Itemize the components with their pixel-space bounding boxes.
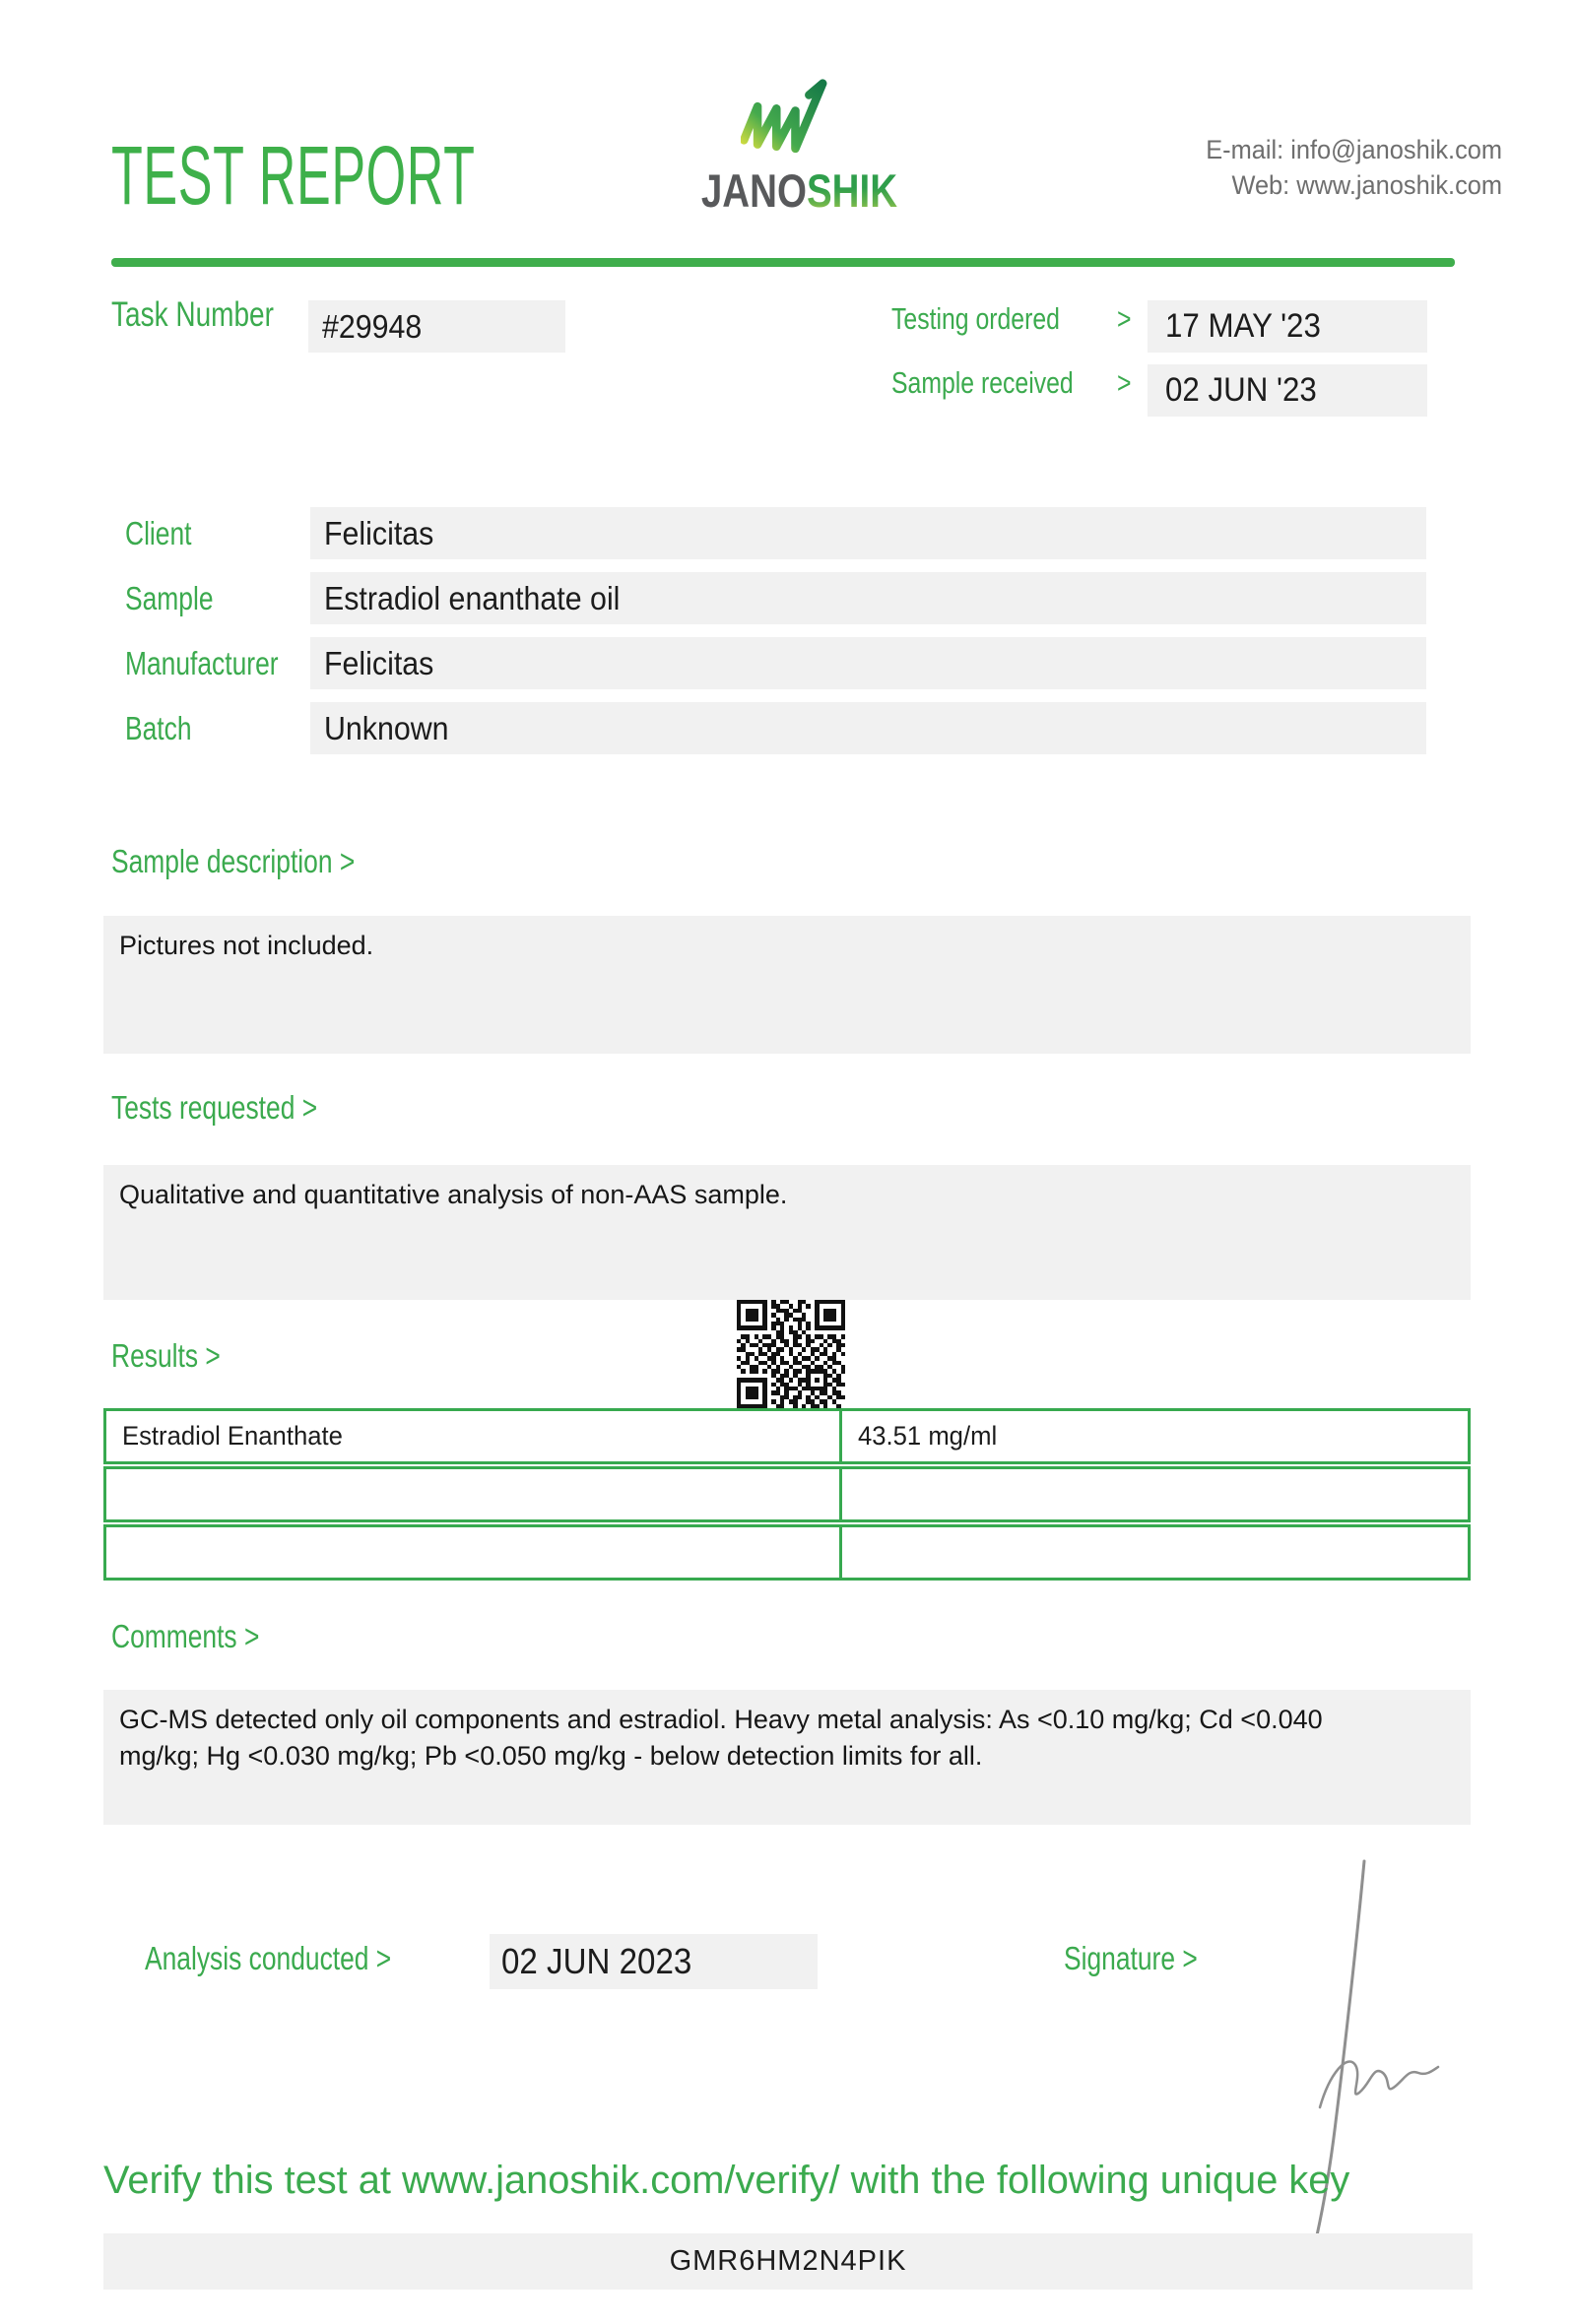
sample-value: Estradiol enanthate oil bbox=[324, 580, 621, 616]
sample-description-heading: Sample description > bbox=[111, 843, 356, 879]
signature-label: Signature > bbox=[1064, 1940, 1198, 1976]
results-row-1-value-cell bbox=[842, 1411, 1468, 1461]
results-row-3 bbox=[103, 1524, 1471, 1581]
testing-ordered-value: 17 MAY '23 bbox=[1165, 307, 1321, 345]
results-row-2-value-cell bbox=[842, 1469, 1468, 1519]
logo-text bbox=[701, 163, 897, 218]
results-row-1-name: Estradiol Enanthate bbox=[122, 1421, 343, 1451]
logo bbox=[680, 77, 896, 218]
sample-details bbox=[0, 507, 1426, 767]
task-number-label: Task Number bbox=[111, 295, 274, 334]
logo-text-shik: SHIK bbox=[806, 164, 898, 217]
verify-instructions: Verify this test at www.janoshik.com/verify/ with the following unique key bbox=[103, 2159, 1350, 2202]
manufacturer-value: Felicitas bbox=[324, 645, 434, 681]
task-number-value: #29948 bbox=[322, 308, 423, 345]
manufacturer-label: Manufacturer bbox=[125, 644, 279, 681]
batch-label: Batch bbox=[125, 709, 192, 746]
testing-ordered-arrow: > bbox=[1117, 301, 1132, 336]
sample-received-value: 02 JUN '23 bbox=[1165, 371, 1317, 409]
logo-text-jano: JANO bbox=[700, 164, 807, 217]
detail-row-manufacturer bbox=[0, 637, 1426, 689]
sample-received-box bbox=[1148, 364, 1427, 417]
batch-box bbox=[310, 702, 1426, 754]
results-heading: Results > bbox=[111, 1337, 221, 1374]
results-row-2 bbox=[103, 1466, 1471, 1522]
detail-row-sample bbox=[0, 572, 1426, 624]
verify-key-box bbox=[103, 2233, 1473, 2290]
sample-label: Sample bbox=[125, 579, 214, 616]
testing-ordered-label: Testing ordered bbox=[891, 301, 1060, 336]
tests-requested-text: Qualitative and quantitative analysis of non-AAS sample. bbox=[119, 1180, 788, 1209]
results-table bbox=[103, 1408, 1471, 1582]
client-value: Felicitas bbox=[324, 515, 434, 551]
sample-description-text: Pictures not included. bbox=[119, 931, 374, 960]
analysis-conducted-value: 02 JUN 2023 bbox=[501, 1941, 692, 1981]
detail-row-client bbox=[0, 507, 1426, 559]
manufacturer-box bbox=[310, 637, 1426, 689]
sample-received-label: Sample received bbox=[891, 365, 1074, 400]
sample-box bbox=[310, 572, 1426, 624]
comments-box bbox=[103, 1690, 1471, 1825]
analysis-conducted-box bbox=[490, 1934, 818, 1989]
tests-requested-heading: Tests requested > bbox=[111, 1089, 318, 1126]
tests-requested-box bbox=[103, 1165, 1471, 1300]
client-box bbox=[310, 507, 1426, 559]
chart-growth-icon bbox=[741, 77, 835, 161]
results-row-3-value-cell bbox=[842, 1527, 1468, 1578]
header-divider bbox=[111, 258, 1455, 267]
task-number-box bbox=[308, 300, 565, 353]
contact-info bbox=[1206, 132, 1502, 203]
results-row-1 bbox=[103, 1408, 1471, 1464]
sample-received-arrow: > bbox=[1117, 365, 1132, 400]
results-row-1-value: 43.51 mg/ml bbox=[858, 1421, 998, 1451]
batch-value: Unknown bbox=[324, 710, 449, 746]
results-row-2-name-cell bbox=[106, 1469, 842, 1519]
client-label: Client bbox=[125, 514, 192, 551]
email-line: E-mail: info@janoshik.com bbox=[1206, 135, 1502, 164]
results-row-3-name-cell bbox=[106, 1527, 842, 1578]
web-line: Web: www.janoshik.com bbox=[1231, 170, 1502, 200]
comments-heading: Comments > bbox=[111, 1618, 260, 1654]
qr-code bbox=[737, 1300, 845, 1408]
sample-description-box bbox=[103, 916, 1471, 1054]
analysis-conducted-label: Analysis conducted > bbox=[145, 1940, 392, 1976]
detail-row-batch bbox=[0, 702, 1426, 754]
results-row-1-name-cell bbox=[106, 1411, 842, 1461]
comments-text: GC-MS detected only oil components and estradiol. Heavy metal analysis: As <0.10 mg/kg; Cd <0.040 mg/kg; Hg <0.030 mg/kg; Pb <0.050 mg/kg - below detection limits for all. bbox=[119, 1705, 1323, 1771]
verify-key-value: GMR6HM2N4PIK bbox=[669, 2245, 907, 2277]
testing-ordered-box bbox=[1148, 300, 1427, 353]
page-title: TEST REPORT bbox=[111, 129, 476, 222]
